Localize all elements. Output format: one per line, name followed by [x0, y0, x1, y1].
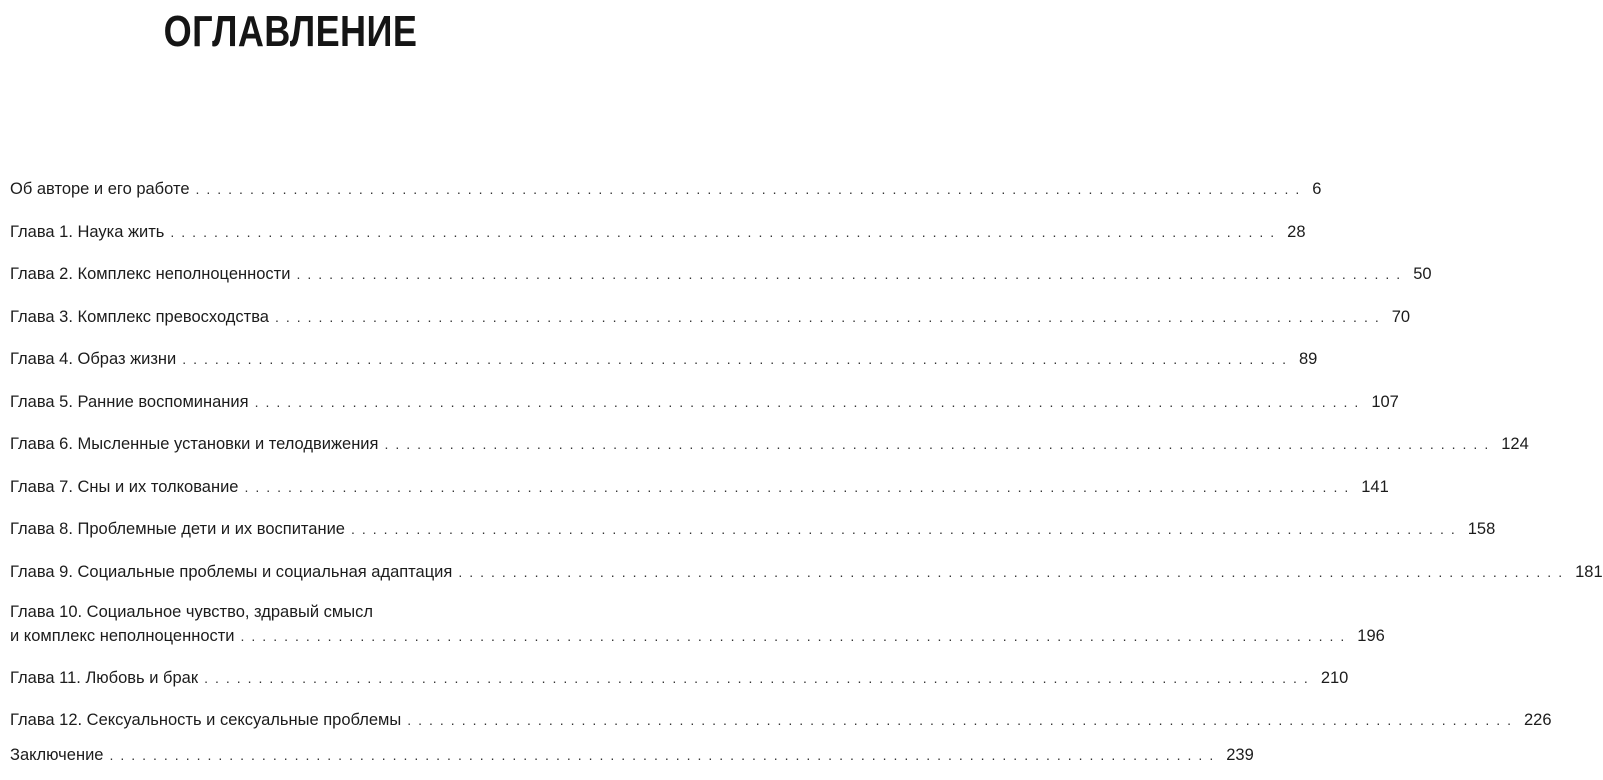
toc-entry-title-line1: Глава 10. Социальное чувство, здравый смысл	[10, 603, 373, 621]
toc-entry-title: Глава 1. Наука жить	[10, 223, 165, 241]
toc-entry[interactable]	[10, 709, 1552, 731]
toc-entry[interactable]	[10, 391, 1399, 413]
toc-entry-page: 210	[1320, 669, 1349, 687]
dot-leader: ......................................................................................................	[458, 564, 1570, 580]
toc-entry-page: 6	[1312, 180, 1322, 198]
dot-leader: ......................................................................................................	[384, 436, 1496, 452]
toc-entry-title: Об авторе и его работе	[10, 180, 190, 198]
toc-entry[interactable]	[10, 744, 1254, 766]
dot-leader: ......................................................................................................	[170, 224, 1282, 240]
toc-entry-title: и комплекс неполноценности	[10, 627, 235, 645]
toc-entry-page: 226	[1524, 711, 1552, 729]
dot-leader: ......................................................................................................	[182, 351, 1293, 367]
toc-entry-page: 181	[1575, 563, 1603, 581]
dot-leader: ......................................................................................................	[204, 670, 1315, 686]
toc-entry-title: Глава 7. Сны и их толкование	[10, 478, 239, 496]
toc-entry[interactable]	[10, 348, 1318, 370]
toc-entry-title: Глава 4. Образ жизни	[10, 350, 177, 368]
toc-entry-page: 196	[1357, 627, 1385, 645]
toc-entry[interactable]	[10, 433, 1529, 455]
toc-entry-title: Глава 6. Мысленные установки и телодвижения	[10, 435, 379, 453]
toc-entry[interactable]	[10, 221, 1306, 243]
toc-entry-page: 141	[1361, 478, 1389, 496]
toc-entry[interactable]	[10, 306, 1411, 328]
dot-leader: ......................................................................................................	[254, 394, 1366, 410]
dot-leader: ......................................................................................................	[109, 747, 1221, 763]
toc-entry-title: Глава 12. Сексуальность и сексуальные проблемы	[10, 711, 402, 729]
toc-entry-page: 239	[1226, 746, 1254, 764]
dot-leader: ......................................................................................................	[350, 521, 1462, 537]
toc-entry[interactable]	[10, 561, 1603, 583]
toc-entry-title: Глава 11. Любовь и брак	[10, 669, 199, 687]
toc-entry-title: Глава 3. Комплекс превосходства	[10, 308, 269, 326]
toc-entry[interactable]	[10, 625, 1385, 647]
toc-entry[interactable]	[10, 263, 1432, 285]
toc-entry-page: 124	[1501, 435, 1529, 453]
toc-entry-page: 50	[1413, 265, 1432, 283]
dot-leader: ......................................................................................................	[296, 266, 1408, 282]
toc-entry-title: Глава 8. Проблемные дети и их воспитание	[10, 520, 345, 538]
toc-entry-title: Заключение	[10, 746, 104, 764]
toc-entry-title: Глава 5. Ранние воспоминания	[10, 393, 249, 411]
toc-entry[interactable]	[10, 178, 1322, 200]
toc-entry-page: 107	[1371, 393, 1399, 411]
dot-leader: ......................................................................................................	[274, 309, 1386, 325]
dot-leader: ......................................................................................................	[195, 181, 1307, 197]
toc-entry-page: 158	[1467, 520, 1496, 538]
toc-entry[interactable]	[10, 476, 1389, 498]
dot-leader: ......................................................................................................	[244, 479, 1356, 495]
toc-entry-page: 70	[1391, 308, 1411, 326]
toc-entry-page: 89	[1299, 350, 1318, 368]
toc-entry-title: Глава 9. Социальные проблемы и социальная адаптация	[10, 563, 453, 581]
toc-entry-page: 28	[1287, 223, 1306, 241]
toc-entry[interactable]	[10, 667, 1349, 689]
dot-leader: ......................................................................................................	[407, 712, 1518, 728]
page-title: ОГЛАВЛЕНИЕ	[163, 7, 418, 56]
dot-leader: ......................................................................................................	[240, 628, 1352, 644]
toc-entry-title: Глава 2. Комплекс неполноценности	[10, 265, 291, 283]
toc-entry[interactable]	[10, 518, 1496, 540]
